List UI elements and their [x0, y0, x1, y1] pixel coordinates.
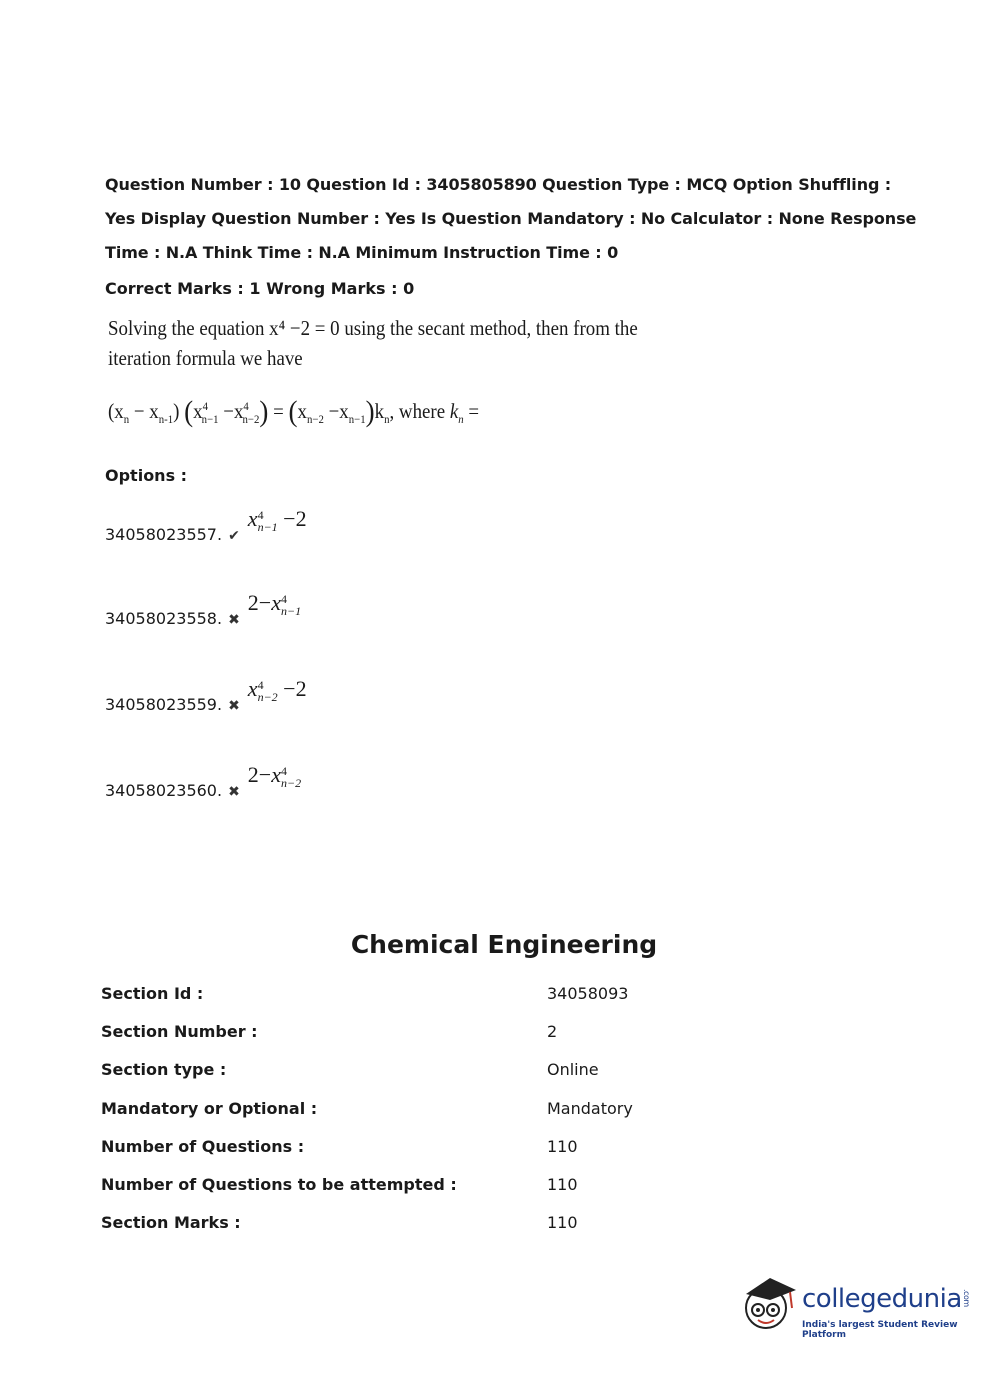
option-expression: x 4 n−1 −2: [247, 506, 307, 534]
options-label: Options :: [105, 466, 188, 485]
option-constant: 2: [295, 506, 307, 531]
option-id: 34058023558.: [105, 609, 223, 628]
logo-tagline: India's largest Student Review Platform: [802, 1320, 958, 1340]
section-row-value: 34058093: [547, 984, 629, 1003]
option-expression: x 4 n−2 −2: [247, 676, 307, 704]
mascot-icon: [740, 1272, 800, 1342]
check-icon: ✔: [228, 527, 240, 543]
section-row-value: 110: [547, 1136, 578, 1156]
section-row-label: Section Marks :: [101, 1213, 241, 1233]
option-exponent: 4: [280, 591, 287, 606]
question-meta: Question Number : 10 Question Id : 3405805890 Question Type : MCQ Option Shuffling : Yes Display Question Number : Yes Is Question Mandatory : No Calculator : None Response Time : N.A Think Time : N.A Minimum Instruction Time : 0: [105, 175, 917, 262]
option-id: 34058023559.: [105, 695, 223, 714]
cross-icon: ✖: [228, 783, 240, 799]
option-constant: 2: [247, 762, 259, 787]
cross-icon: ✖: [228, 611, 240, 627]
section-row-value: Mandatory: [547, 1098, 633, 1118]
option-constant: 2: [247, 590, 259, 615]
section-row-label: Section type :: [101, 1060, 227, 1080]
option-id: 34058023560.: [105, 781, 223, 800]
section-row-value: 110: [547, 1175, 578, 1194]
logo-suffix: .com: [961, 1289, 971, 1307]
question-marks: Correct Marks : 1 Wrong Marks : 0: [105, 279, 415, 298]
option-row[interactable]: [105, 506, 307, 547]
formula-where: where: [398, 399, 446, 423]
option-subscript: n−1: [257, 519, 278, 534]
option-expression: 2−x 4 n−1: [247, 590, 302, 618]
section-row-label: Section Id :: [101, 984, 204, 1003]
option-row[interactable]: [105, 762, 302, 803]
option-subscript: n−2: [280, 775, 302, 790]
option-row[interactable]: [105, 676, 307, 717]
logo-name: collegedunia: [802, 1284, 962, 1314]
collegedunia-logo: [740, 1272, 980, 1342]
cross-icon: ✖: [228, 697, 240, 713]
section-row-value: 2: [547, 1022, 558, 1042]
section-row-label: Number of Questions to be attempted :: [101, 1175, 457, 1194]
question-stem: Solving the equation x⁴ −2 = 0 using the secant method, then from the iteration formula we have: [108, 316, 638, 370]
option-subscript: n−2: [257, 689, 278, 704]
option-expression: 2−x 4 n−2: [247, 762, 302, 790]
option-constant: 2: [295, 676, 307, 701]
option-row[interactable]: [105, 590, 302, 631]
option-exponent: 4: [257, 507, 264, 522]
option-subscript: n−1: [280, 603, 302, 618]
section-row-label: Mandatory or Optional :: [101, 1098, 318, 1118]
option-id: 34058023557.: [105, 525, 223, 544]
option-exponent: 4: [257, 677, 264, 692]
option-exponent: 4: [280, 763, 287, 778]
section-row-label: Number of Questions :: [101, 1136, 305, 1156]
section-row-label: Section Number :: [101, 1022, 258, 1042]
section-row-value: 110: [547, 1213, 578, 1233]
section-row-value: Online: [547, 1060, 599, 1080]
section-title: Chemical Engineering: [350, 930, 658, 959]
iteration-formula: $(x_n - x_{n-1})$ $(x^4_{n-1} -x^4_{n-2}) = (x_{n-2} -x_{n-1})k_n$, where $k_n$ =: [108, 395, 480, 428]
